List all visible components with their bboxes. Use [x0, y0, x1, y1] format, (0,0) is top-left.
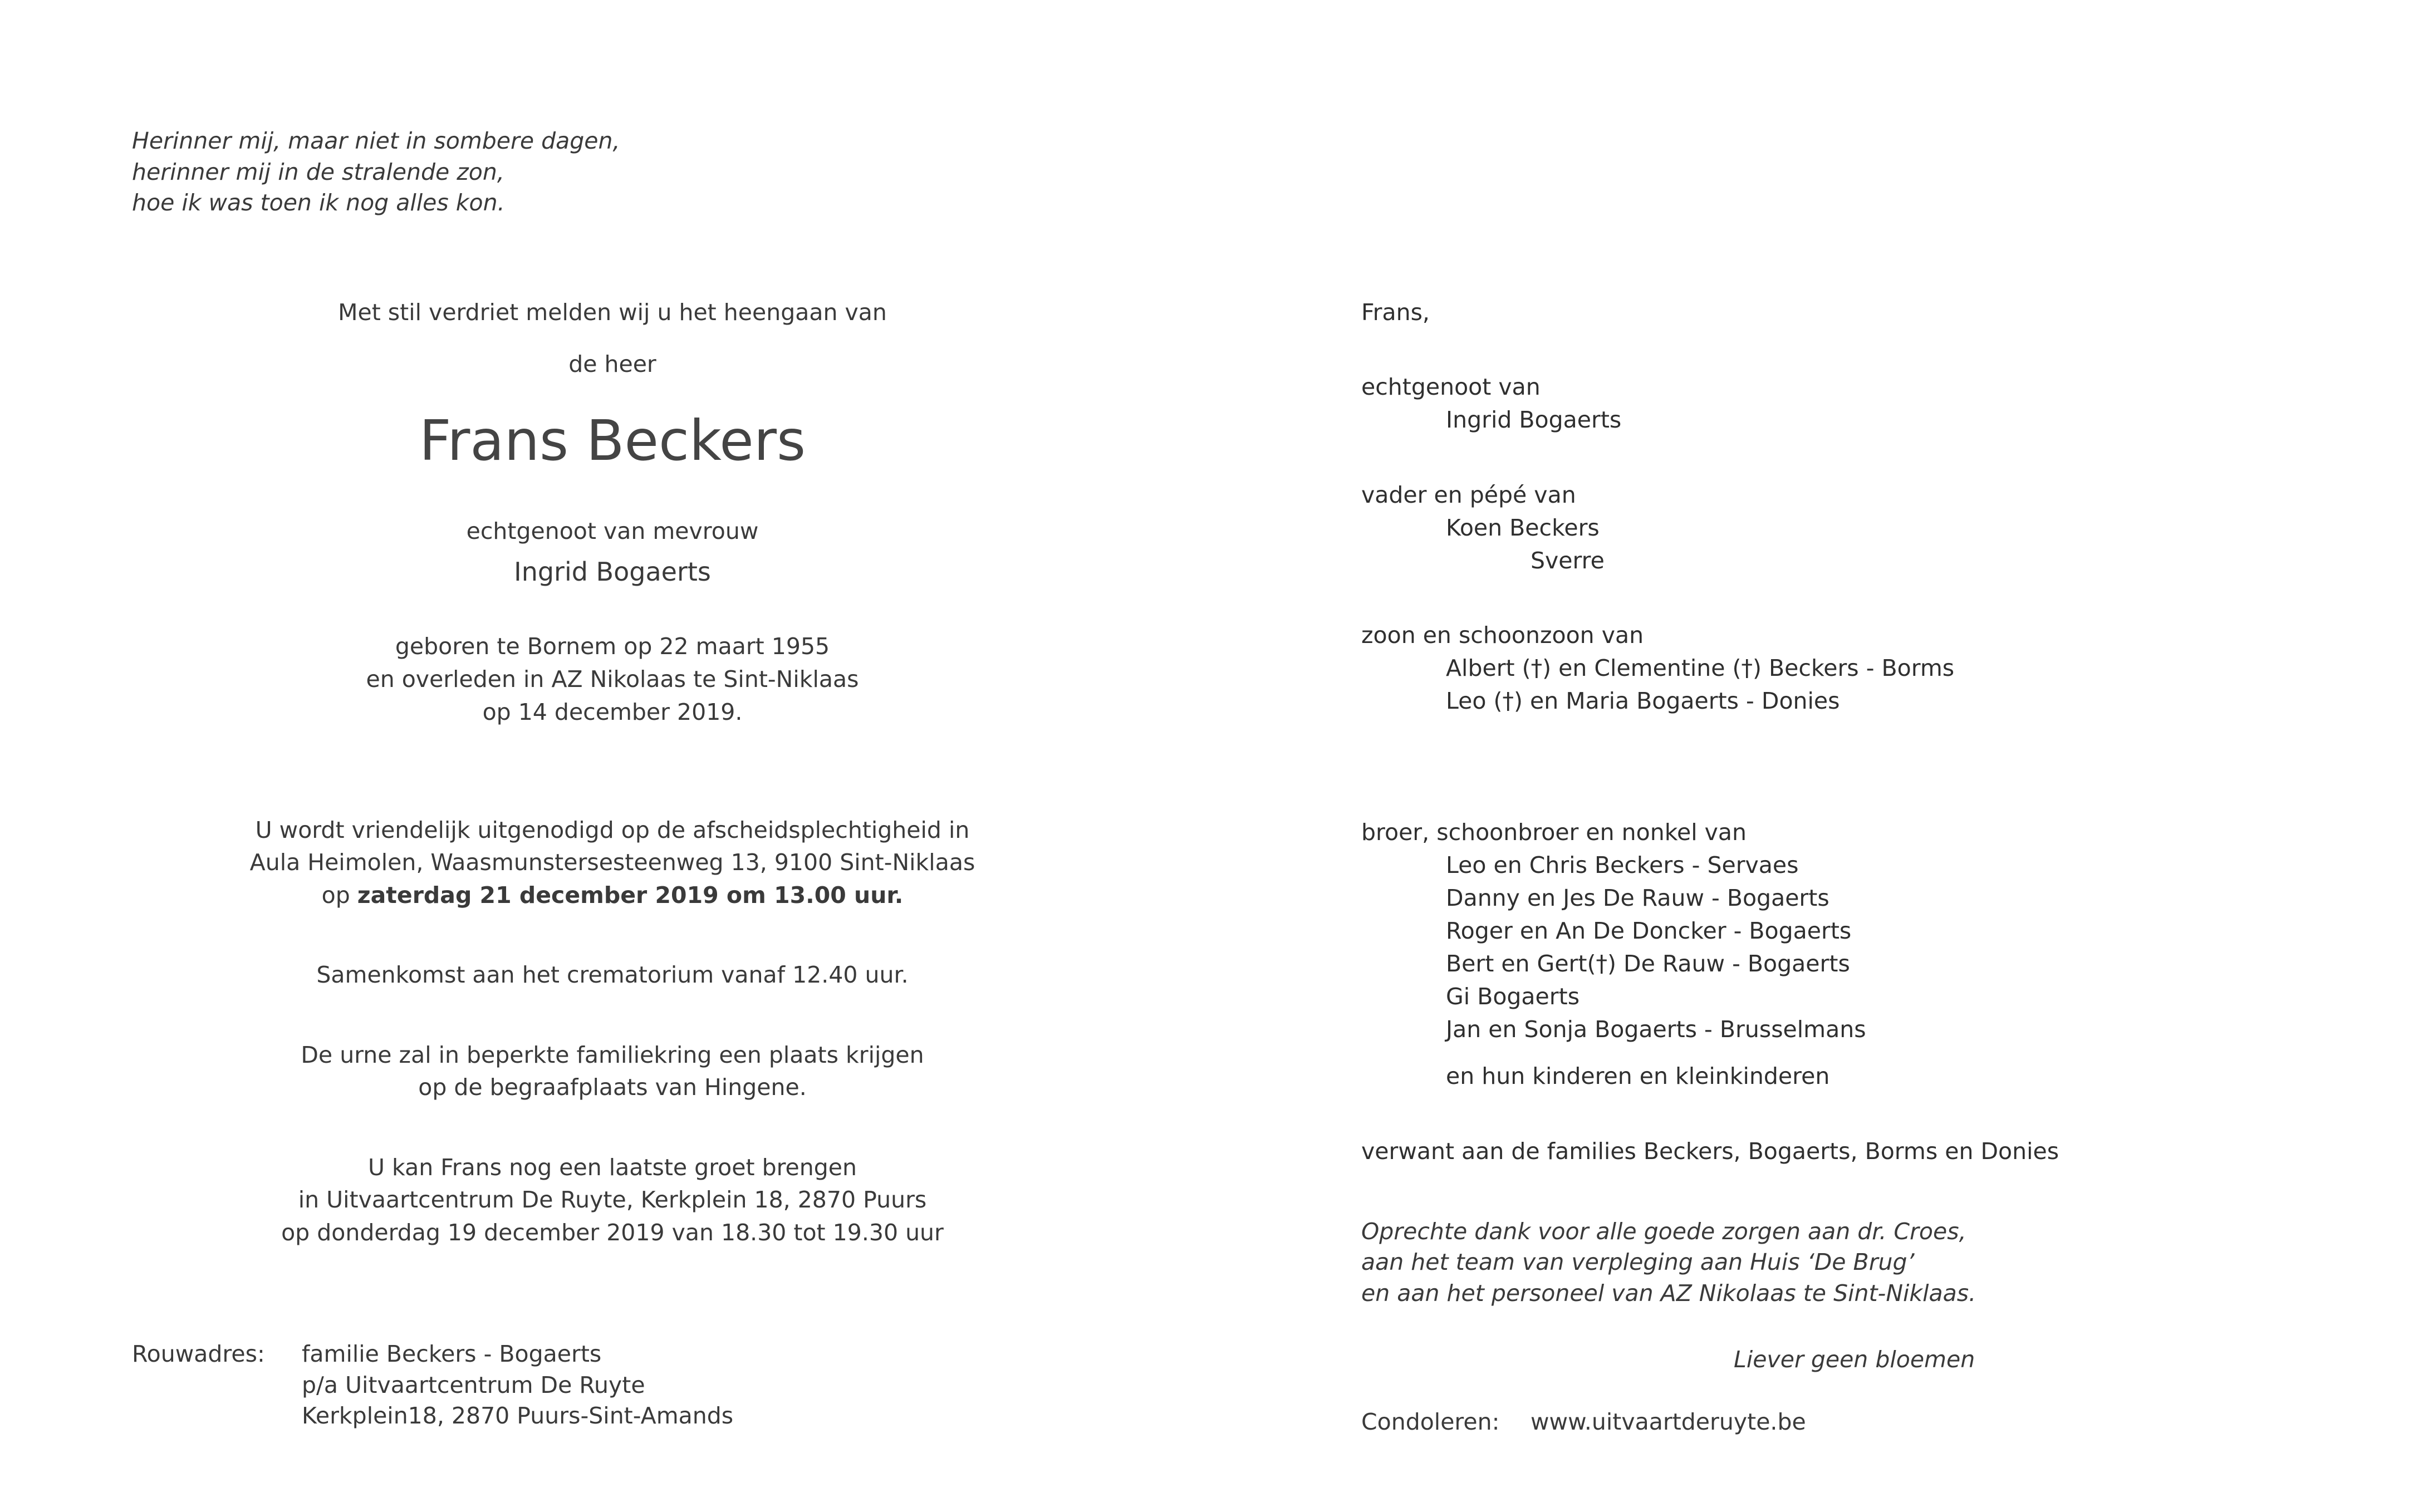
invitation-line-1: U wordt vriendelijk uitgenodigd op de afscheidsplechtigheid in [255, 817, 970, 843]
thanks-line-1: Oprechte dank voor alle goede zorgen aan dr. Croes, [1361, 1218, 1966, 1245]
sibling-heading: broer, schoonbroer en nonkel van [1361, 819, 1747, 846]
address-line-1: familie Beckers - Bogaerts [302, 1341, 602, 1367]
parents-line-1: Albert (†) en Clementine (†) Beckers - Borms [1446, 655, 1955, 681]
death-date: op 14 december 2019. [482, 699, 743, 725]
visitation-line-1: U kan Frans nog een laatste groet brengen [368, 1154, 857, 1181]
visitation-line-2: in Uitvaartcentrum De Ruyte, Kerkplein 18, 2870 Puurs [298, 1186, 927, 1213]
invitation-prefix: op [321, 882, 357, 909]
poem-line-1: Herinner mij, maar niet in sombere dagen, [132, 127, 620, 154]
spouse-heading: echtgenoot van [1361, 374, 1541, 400]
thanks-line-2: aan het team van verpleging aan Huis ‘De Brug’ [1361, 1249, 1915, 1275]
spouse-name: Ingrid Bogaerts [514, 557, 711, 587]
address-label: Rouwadres: [132, 1341, 265, 1367]
address-line-2: p/a Uitvaartcentrum De Ruyte [302, 1372, 645, 1398]
no-flowers-note: Liever geen bloemen [1734, 1346, 1975, 1373]
spouse-intro: echtgenoot van mevrouw [466, 518, 759, 544]
sibling-item: Jan en Sonja Bogaerts - Brusselmans [1446, 1016, 1866, 1043]
child-1: Koen Beckers [1446, 514, 1600, 541]
deceased-name: Frans Beckers [419, 408, 806, 473]
poem-line-3: hoe ik was toen ik nog alles kon. [132, 189, 505, 216]
sibling-item: Gi Bogaerts [1446, 983, 1580, 1010]
sibling-item: Danny en Jes De Rauw - Bogaerts [1446, 885, 1829, 911]
spouse: Ingrid Bogaerts [1446, 406, 1622, 433]
condolence-label: Condoleren: [1361, 1408, 1500, 1435]
parents-line-2: Leo (†) en Maria Bogaerts - Donies [1446, 688, 1840, 714]
condolence-link[interactable]: www.uitvaartderuyte.be [1531, 1408, 1806, 1435]
son-heading: zoon en schoonzoon van [1361, 622, 1644, 649]
grandchild-1: Sverre [1531, 547, 1605, 574]
poem-line-2: herinner mij in de stralende zon, [132, 159, 504, 185]
sibling-item: Leo en Chris Beckers - Servaes [1446, 852, 1799, 878]
greeting: Frans, [1361, 299, 1430, 326]
visitation-line-3: op donderdag 19 december 2019 van 18.30 tot 19.30 uur [281, 1219, 944, 1246]
announcement-intro: Met stil verdriet melden wij u het heengaan van [338, 299, 887, 326]
relatives-line: verwant aan de families Beckers, Bogaerts, Borms en Donies [1361, 1138, 2059, 1165]
ceremony-datetime: zaterdag 21 december 2019 om 13.00 uur. [357, 882, 904, 909]
death-info: en overleden in AZ Nikolaas te Sint-Niklaas [366, 666, 859, 693]
children-note: en hun kinderen en kleinkinderen [1446, 1063, 1830, 1089]
invitation-line-2: Aula Heimolen, Waasmunstersesteenweg 13, 9100 Sint-Niklaas [249, 849, 975, 876]
father-heading: vader en pépé van [1361, 482, 1576, 508]
address-line-3: Kerkplein18, 2870 Puurs-Sint-Amands [302, 1402, 734, 1429]
birth-info: geboren te Bornem op 22 maart 1955 [395, 633, 830, 660]
sibling-item: Bert en Gert(†) De Rauw - Bogaerts [1446, 950, 1850, 977]
urn-line-2: op de begraafplaats van Hingene. [418, 1074, 807, 1101]
urn-line-1: De urne zal in beperkte familiekring een plaats krijgen [301, 1042, 924, 1068]
gathering-info: Samenkomst aan het crematorium vanaf 12.40 uur. [316, 961, 909, 988]
thanks-line-3: en aan het personeel van AZ Nikolaas te Sint-Niklaas. [1361, 1280, 1976, 1307]
invitation-line-3 [111, 879, 1114, 912]
honorific: de heer [568, 351, 656, 377]
sibling-item: Roger en An De Doncker - Bogaerts [1446, 917, 1852, 944]
